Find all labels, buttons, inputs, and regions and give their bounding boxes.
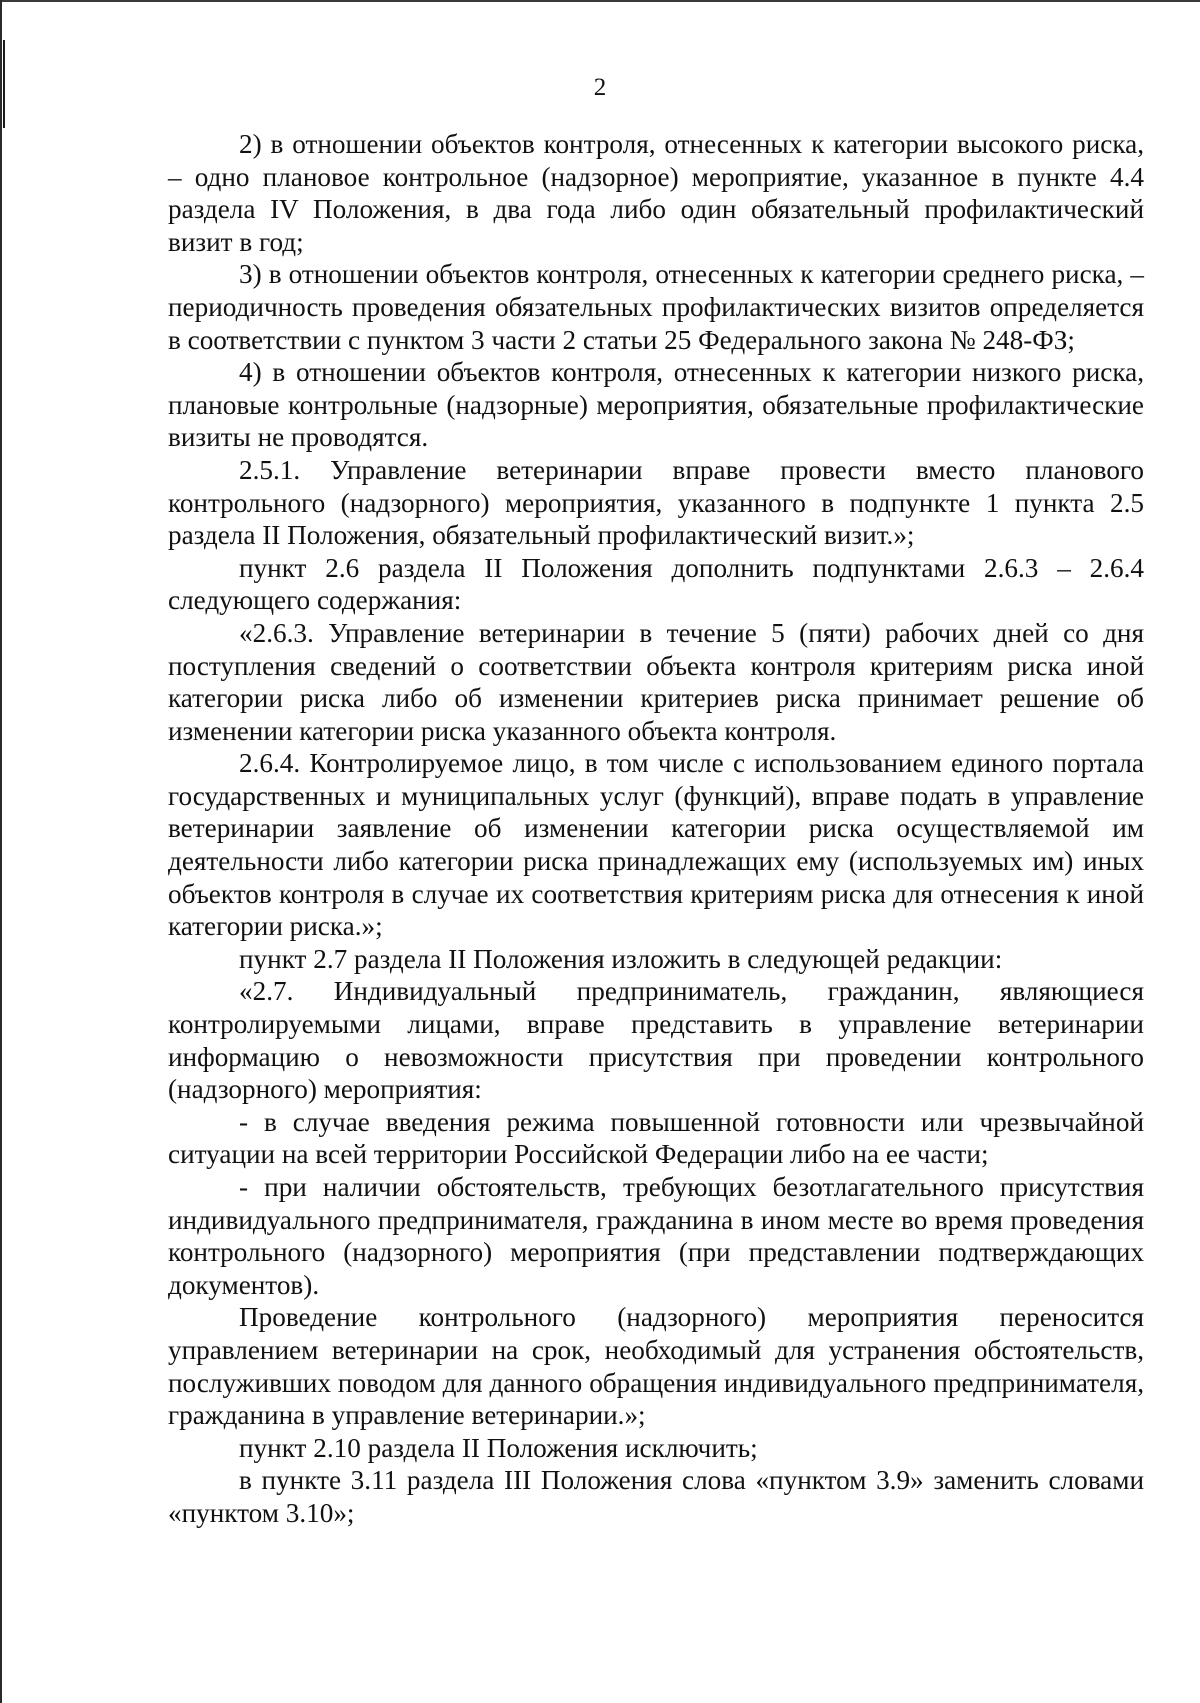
paragraph-bullet-circumstances: - при наличии обстоятельств, требующих безотлагательного присутствия индивидуального предпринимателя, гражданина в ином месте во время проведения контрольного (надзорного) мероприятия (при представлении подтверждающих документов).: [168, 1172, 1144, 1300]
paragraph-2-7: «2.7. Индивидуальный предприниматель, гражданин, являющиеся контролируемыми лицами, вправе представить в управление ветеринарии информацию о невозможности присутствия при проведении контрольного (надзорного) мероприятия:: [168, 976, 1144, 1105]
paragraph-2-5-1: 2.5.1. Управление ветеринарии вправе провести вместо планового контрольного (надзорного) мероприятия, указанного в подпункте 1 пункта 2.5 раздела II Положения, обязательный профилактический визит.»;: [168, 454, 1144, 551]
paragraph-amend-2-6: пункт 2.6 раздела II Положения дополнить подпунктами 2.6.3 – 2.6.4 следующего содержания:: [168, 552, 1144, 616]
paragraph-amend-2-7: пункт 2.7 раздела II Положения изложить в следующей редакции:: [239, 943, 1003, 974]
paragraph-postponement: Проведение контрольного (надзорного) мероприятия переносится управлением ветеринарии на срок, необходимый для устранения обстоятельств, послуживших поводом для данного обращения индивидуального предпринимателя, гражданина в управление ветеринарии.»;: [168, 1302, 1144, 1431]
page-number: 2: [593, 74, 607, 101]
paragraph-bullet-emergency: - в случае введения режима повышенной готовности или чрезвычайной ситуации на всей территории Российской Федерации либо на ее части;: [168, 1106, 1144, 1170]
scan-edge-left: [0, 0, 2, 1703]
paragraph-item-3-medium-risk: 3) в отношении объектов контроля, отнесенных к категории среднего риска, – периодичность проведения обязательных профилактических визитов определяется в соответствии с пунктом 3 части 2 статьи 25 Федерального закона № 248-ФЗ;: [168, 259, 1144, 355]
paragraph-item-4-low-risk: 4) в отношении объектов контроля, отнесенных к категории низкого риска, плановые контрольные (надзорные) мероприятия, обязательные профилактические визиты не проводятся.: [168, 357, 1144, 453]
scan-edge-top: [0, 0, 1200, 2]
paragraph-item-2-high-risk: 2) в отношении объектов контроля, отнесенных к категории высокого риска, – одно плановое контрольное (надзорное) мероприятие, указанное в пункте 4.4 раздела IV Положения, в два года либо один обязательный профилактический визит в год;: [168, 129, 1144, 257]
paragraph-amend-3-11: в пункте 3.11 раздела III Положения слова «пунктом 3.9» заменить словами «пунктом 3.10»;: [168, 1465, 1144, 1528]
paragraph-2-6-4: 2.6.4. Контролируемое лицо, в том числе с использованием единого портала государственных и муниципальных услуг (функций), вправе подать в управление ветеринарии заявление об изменении категории риска осуществляемой им деятельности либо категории риска принадлежащих ему (используемых им) иных объектов контроля в случае их соответствия критериям риска для отнесения к иной категории риска.»;: [168, 748, 1144, 942]
paragraph-exclude-2-10: пункт 2.10 раздела II Положения исключить;: [239, 1432, 758, 1463]
paragraph-2-6-3: «2.6.3. Управление ветеринарии в течение 5 (пяти) рабочих дней со дня поступления сведений о соответствии объекта контроля критериям риска иной категории риска либо об изменении критериев риска принимает решение об изменении категории риска указанного объекта контроля.: [168, 617, 1144, 746]
document-body: [168, 128, 1144, 1530]
